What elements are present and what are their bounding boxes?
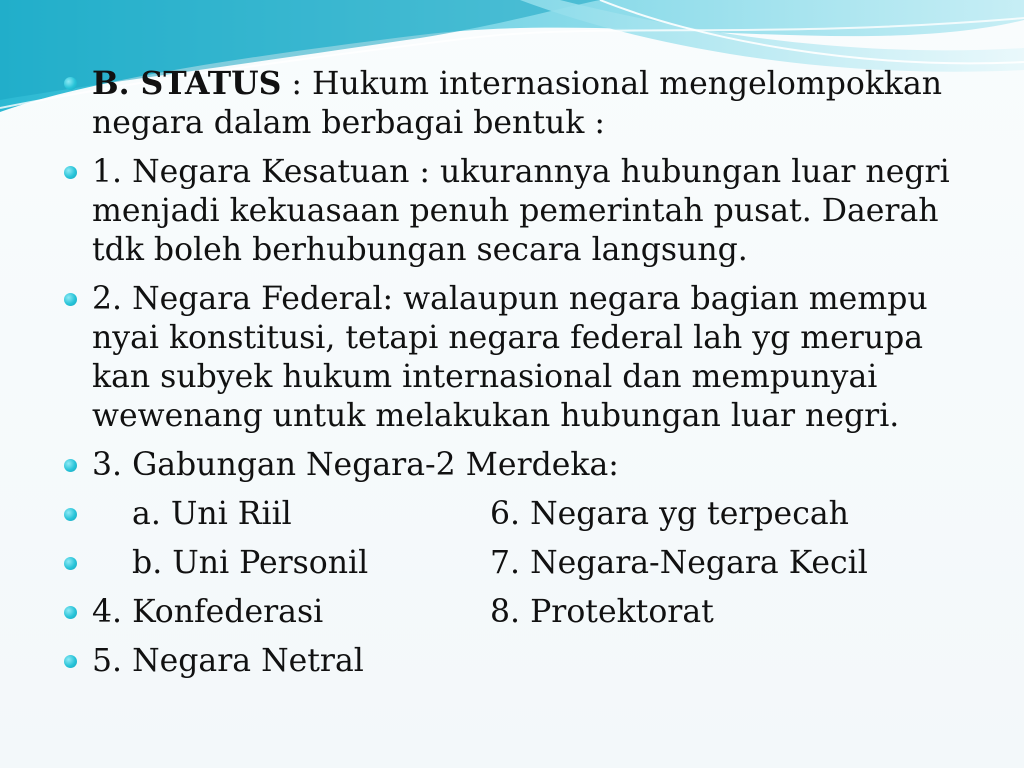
list-item	[62, 280, 962, 436]
bullet-dot-icon	[64, 655, 77, 668]
item-right-text: 6. Negara yg terpecah	[490, 496, 849, 532]
bullet-list	[62, 64, 962, 691]
bullet-dot-icon	[64, 557, 77, 570]
list-item	[62, 446, 962, 485]
item-text: 2. Negara Federal: walaupun negara bagian mempu nyai konstitusi, tetapi negara federal lah yg merupa kan subyek hukum internasional dan mempunyai wewenang untuk melakukan hubungan luar negri.	[92, 281, 928, 434]
bullet-dot-icon	[64, 459, 77, 472]
list-item	[62, 153, 962, 270]
list-item	[62, 593, 962, 632]
item-left-text: 4. Konfederasi	[92, 594, 324, 630]
item-text: 1. Negara Kesatuan : ukurannya hubungan luar negri menjadi kekuasaan penuh pemerintah pusat. Daerah tdk boleh berhubungan secara langsung.	[92, 154, 950, 268]
list-item	[62, 495, 962, 534]
item-text: 3. Gabungan Negara-2 Merdeka:	[92, 447, 619, 483]
bullet-dot-icon	[64, 166, 77, 179]
bullet-dot-icon	[64, 293, 77, 306]
bullet-dot-icon	[64, 606, 77, 619]
list-item	[62, 642, 962, 681]
bullet-dot-icon	[64, 77, 77, 90]
item-right-text: 8. Protektorat	[490, 594, 714, 630]
item-bold-text: B. STATUS	[92, 65, 282, 102]
item-right-text: 7. Negara-Negara Kecil	[490, 545, 868, 581]
list-item	[62, 544, 962, 583]
bullet-dot-icon	[64, 508, 77, 521]
item-left-text: b. Uni Personil	[92, 545, 369, 581]
item-text: 5. Negara Netral	[92, 643, 364, 679]
list-item	[62, 64, 962, 143]
item-text: : Hukum internasional mengelompokkan negara dalam berbagai bentuk :	[92, 66, 943, 141]
item-left-text: a. Uni Riil	[92, 496, 292, 532]
